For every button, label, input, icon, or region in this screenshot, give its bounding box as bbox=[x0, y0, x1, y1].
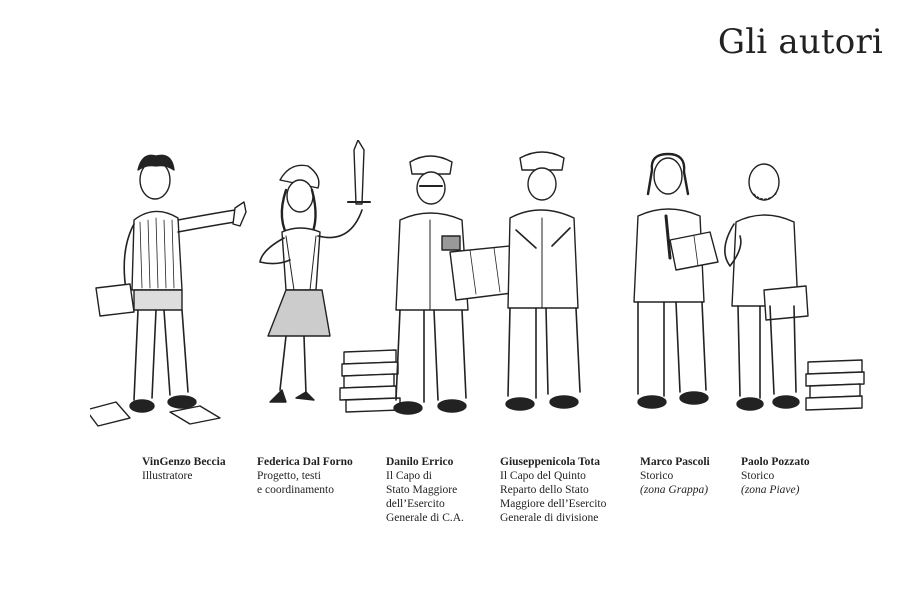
authors-drawing bbox=[90, 140, 900, 430]
author-card-beccia bbox=[142, 455, 226, 483]
author-note: (zona Piave) bbox=[741, 484, 800, 496]
figure-historian-1 bbox=[634, 154, 718, 408]
author-role: Il Capo di Stato Maggiore dell’Esercito Generale di C.A. bbox=[386, 470, 464, 524]
author-name: Danilo Errico bbox=[386, 456, 454, 468]
author-card-dal-forno bbox=[257, 455, 353, 497]
author-role: Illustratore bbox=[142, 470, 193, 482]
author-card-errico bbox=[386, 455, 464, 525]
page-title: Gli autori bbox=[717, 22, 883, 62]
author-card-pascoli bbox=[640, 455, 710, 497]
author-role: Storico bbox=[741, 470, 775, 482]
author-name: Giuseppenicola Tota bbox=[500, 456, 601, 468]
books-stack-left bbox=[340, 350, 400, 412]
figure-general-2 bbox=[506, 152, 580, 410]
author-role: Storico bbox=[640, 470, 674, 482]
author-name: Marco Pascoli bbox=[640, 456, 710, 468]
author-name: VinGenzo Beccia bbox=[142, 456, 226, 468]
author-name: Federica Dal Forno bbox=[257, 456, 353, 468]
author-card-tota bbox=[500, 455, 606, 525]
books-stack-right bbox=[806, 360, 864, 410]
authors-illustration bbox=[90, 140, 900, 430]
figure-historian-2 bbox=[725, 164, 808, 410]
figure-illustrator bbox=[90, 155, 246, 426]
author-name: Paolo Pozzato bbox=[741, 456, 810, 468]
author-role: Il Capo del Quinto Reparto dello Stato Maggiore dell’Esercito Generale di divisione bbox=[500, 470, 607, 524]
author-card-pozzato bbox=[741, 455, 810, 497]
author-role: Progetto, testi e coordinamento bbox=[257, 470, 334, 496]
author-note: (zona Grappa) bbox=[640, 484, 709, 496]
